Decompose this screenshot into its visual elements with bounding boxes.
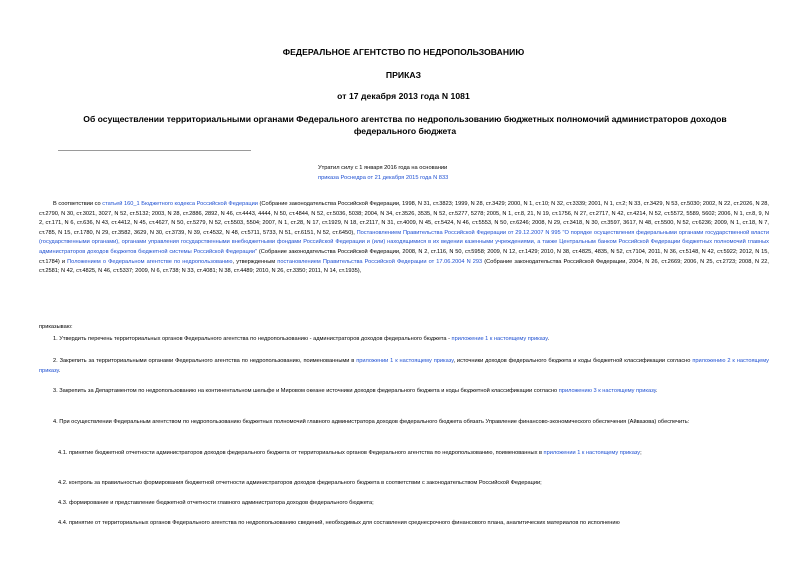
item-4-4 — [39, 519, 769, 529]
appendix-2-link[interactable]: приложению 2 к настоящему приказу — [39, 358, 769, 374]
item-text: ; — [640, 450, 642, 456]
item-text: . — [547, 336, 550, 342]
appendix-1-link[interactable]: приложении 1 к настоящему приказу — [356, 358, 454, 364]
status-note-text: Утратил силу с 1 января 2016 года на основании — [318, 165, 448, 171]
item-text: . — [655, 388, 658, 394]
appendix-1-link[interactable]: приложение 1 к настоящему приказу — [451, 336, 548, 342]
item-text: . — [58, 367, 61, 374]
preamble-text: (Собрание законодательства Российской Федерации, 1998, N 31, ст.3823; 1999, N 28, ст.3429; 2000, N 1, ст.10; N 32, ст.3339; 2001, N 1, ст.2; N 33, ст.3429, N 53, ст.5030; 2002, N 22, ст.2026, N 28, ст.2790, N 30, ст.3021, 3027, N 52, ст.5132; 2003, N 28, ст.2886, 2892, N 46, ст.4443, 4444, N 50, ст.4844, N 52, ст.5036, 5038; 2004, N 34, ст.3526, 3535, N 52, ст.5277, 5278; 2005, N 1, ст.8, 21, N 19, ст.1756, N 27, ст.2717, N 42, ст.4214, N 52, ст.5572, 5589, 5602; 2006, N 1, ст.8, 9, N 2, ст.171, N 6, ст.636, N 43, ст.4412, N 45, ст.4627, N 50, ст.5279, N 52, ст.5503, 5504; 2007, N 1, ст.28, N 17, ст.1929, N 18, ст.2117, N 31, ст.4009, N 45, ст.5424, N 46, ст.5553, N 50, ст.6246; 2008, N 29, ст.3418, N 30, ст.3597, 3617, N 48, ст.5500, N 52, ст.6236; 2009, N 1, ст.18, N 7, ст.785, N 15, ст.1780, N 29, ст.3582, 3629, N 30, ст.3739, N 39, ст.4532, N 48, ст.5711, 5733, N 51, ст.6151, N 52, ст.6450), — [39, 201, 769, 236]
item-4 — [39, 418, 769, 428]
government-decree-293-link[interactable]: постановлением Правительства Российской Федерации от 17.06.2004 N 293 — [277, 258, 483, 265]
item-4-3 — [39, 499, 769, 509]
document-title: Об осуществлении территориальными органами Федерального агентства по недропользованию бюджетных полномочий администраторов доходов федерального бюджета — [83, 114, 727, 136]
item-text: 4.2. контроль за правильностью формирования бюджетной отчетности администраторов доходов федерального бюджета в соответствии с законодательством Российской Федерации; — [58, 480, 542, 486]
item-2 — [39, 357, 769, 376]
government-decree-995-link[interactable]: Постановлением Правительства Российской Федерации от 29.12.2007 N 995 "О порядке осуществления федеральными органами государственной власти (государственными органами), органами управления государственными внебюджетными фондами Российской Федерации и (или) находящимися в их ведении казенными учреждениями, а также Центральным банком Российской Федерации бюджетных полномочий главных администраторов доходов бюджетов бюджетной системы Российской Федерации" — [39, 229, 770, 255]
item-text: 1. Утвердить перечень территориальных органов Федерального агентства по недропользованию - администраторов доходов федерального бюджета - — [53, 336, 452, 342]
item-text: 2. Закрепить за территориальными органами Федерального агентства по недропользованию, поименованными в — [53, 358, 357, 364]
document-type: ПРИКАЗ — [385, 70, 422, 80]
preamble-text: (Собрание законодательства Российской Федерации, 2004, N 26, ст.2669; 2006, N 25, ст.2723; 2008, N 22, ст.2581; N 42, ст.4825, N 46, ст.5337; 2009, N 6, ст.738; N 33, ст.4081; N 38, ст.4489; 2010, N 26, ст.3350; 2011, N 14, ст.1935), — [39, 258, 770, 275]
item-1 — [39, 335, 769, 345]
item-4-2 — [39, 479, 769, 489]
appendix-3-link[interactable]: приложению 3 к настоящему приказу — [558, 388, 656, 394]
agency-name: ФЕДЕРАЛЬНОЕ АГЕНТСТВО ПО НЕДРОПОЛЬЗОВАНИЮ — [282, 47, 525, 57]
budget-code-link[interactable]: статьей 160_1 Бюджетного кодекса Российской Федерации — [102, 201, 258, 207]
item-4-1 — [39, 449, 769, 459]
status-note — [318, 164, 578, 183]
document-date-number: от 17 декабря 2013 года N 1081 — [337, 91, 470, 101]
preamble-text: , утвержденным — [232, 258, 278, 265]
item-text: 4.3. формирование и представление бюджетной отчетности главного администратора доходов федерального бюджета; — [58, 500, 374, 506]
item-3 — [39, 387, 769, 397]
separator-line — [58, 150, 251, 151]
regulation-link[interactable]: Положением о Федеральном агентстве по недропользованию — [67, 258, 233, 265]
preamble-text: В соответствии со — [53, 201, 103, 207]
item-text: 4.4. принятие от территориальных органов Федерального агентства по недропользованию сведений, необходимых для составления среднесрочного финансового плана, аналитических материалов по исполнению — [58, 520, 620, 526]
order-word: приказываю: — [39, 324, 73, 330]
repeal-order-link[interactable]: приказа Роснедра от 21 декабря 2015 года N 833 — [318, 174, 449, 181]
item-text: , источники доходов федерального бюджета и коды бюджетной классификации согласно — [453, 358, 693, 364]
item-text: 3. Закрепить за Департаментом по недропользованию на континентальном шельфе и Мировом океане источники доходов федерального бюджета и коды бюджетной классификации согласно — [53, 388, 559, 394]
preamble-text: (Собрание законодательства Российской Федерации, 2008, N 2, ст.116, N 50, ст.5958; 2009, N 12, ст.1429; 2010, N 38, ст.4825, 4835, N 52, ст.7104, 2011, N 36, ст.5148, N 42, ст.5922; 2012, N 15, ст.1784) и — [39, 248, 769, 265]
item-text: 4. При осуществлении Федеральным агентством по недропользованию бюджетных полномочий главного администратора доходов федерального бюджета обязать Управление финансово-экономического обеспечения (Айвазова) обеспечить: — [53, 419, 690, 425]
appendix-1-link[interactable]: приложении 1 к настоящему приказу — [543, 450, 641, 456]
item-text: 4.1. принятие бюджетной отчетности администраторов доходов федерального бюджета от территориальных органов Федерального агентства по недропользованию, поименованных в — [58, 450, 544, 456]
preamble-paragraph — [39, 200, 769, 277]
